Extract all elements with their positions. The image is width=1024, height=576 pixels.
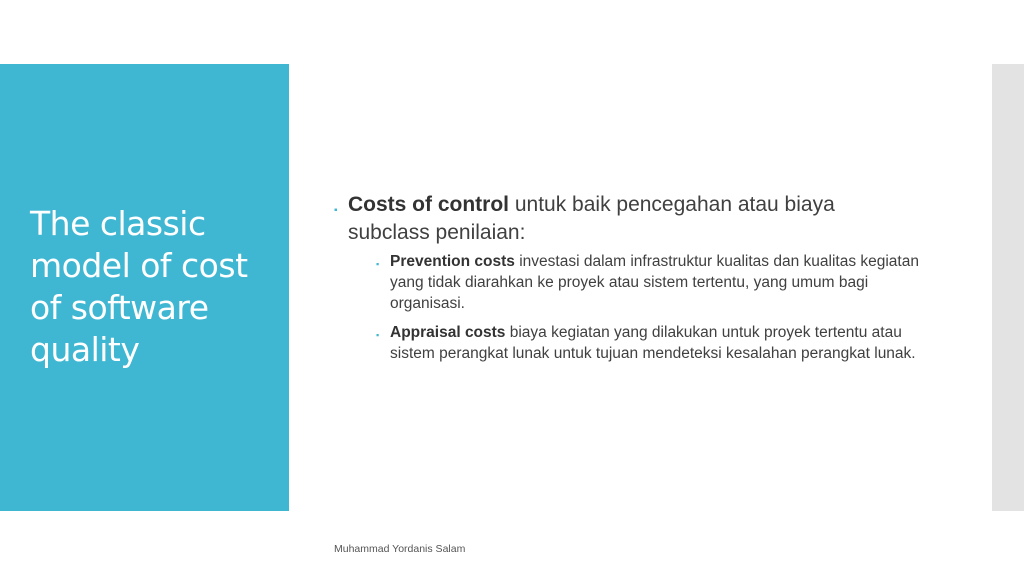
sub-bullet-bold-term: Prevention costs: [390, 253, 515, 270]
bullet-bold-term: Costs of control: [348, 193, 509, 216]
footer-author: Muhammad Yordanis Salam: [334, 543, 466, 555]
bullet-text: untuk baik pencegahan atau biaya subclass penilaian:: [348, 193, 835, 244]
right-decorative-strip: [992, 64, 1024, 511]
sub-bullet-text: investasi dalam infrastruktur kualitas dan kualitas kegiatan yang tidak diarahkan ke proyek atau sistem tertentu, yang umum bagi organisasi.: [390, 253, 919, 312]
sub-bullet-list: [376, 251, 921, 364]
bullet-icon: ▪: [376, 330, 380, 340]
bullet-icon: ▪: [334, 205, 338, 216]
sub-bullet-text: biaya kegiatan yang dilakukan untuk proyek tertentu atau sistem perangkat lunak untuk tujuan mendeteksi kesalahan perangkat lunak.: [390, 324, 916, 362]
bullet-icon: ▪: [376, 259, 380, 269]
slide-title: The classic model of cost of software quality: [30, 204, 248, 369]
sub-bullet-prevention-costs: [376, 251, 921, 314]
content-area: [334, 191, 934, 372]
bullet-costs-of-control: [334, 191, 908, 247]
sub-bullet-appraisal-costs: [376, 322, 921, 364]
sub-bullet-bold-term: Appraisal costs: [390, 324, 506, 341]
